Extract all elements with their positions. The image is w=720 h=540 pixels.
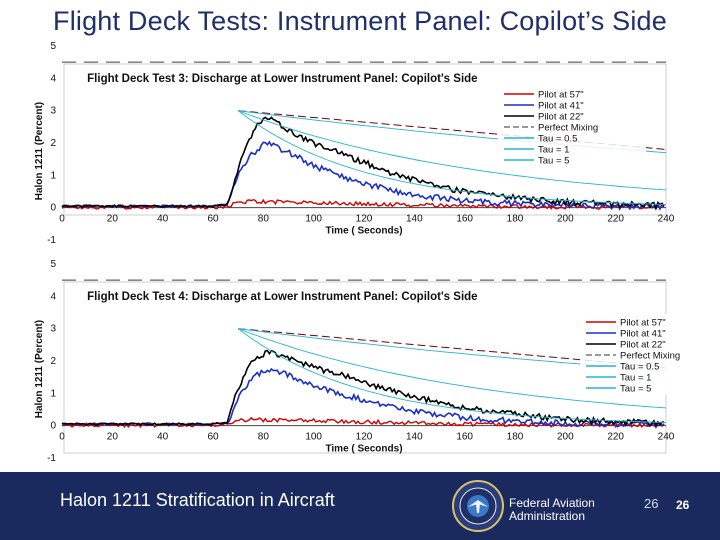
legend-label: Pilot at 22" bbox=[538, 111, 584, 123]
charts-svg bbox=[30, 40, 680, 472]
x-tick-label: 80 bbox=[257, 431, 269, 443]
y-axis-label: Halon 1211 (Percent) bbox=[34, 101, 45, 201]
y-tick-label: 4 bbox=[50, 291, 56, 303]
legend-label: Tau = 1 bbox=[620, 372, 652, 384]
x-tick-label: 140 bbox=[405, 431, 423, 443]
x-tick-label: 220 bbox=[607, 213, 625, 225]
y-tick-label: 1 bbox=[50, 170, 56, 182]
agency-name-line2: Administration bbox=[509, 509, 586, 523]
x-tick-label: 20 bbox=[106, 213, 118, 225]
x-tick-label: 0 bbox=[59, 213, 65, 225]
y-tick-label: 0 bbox=[50, 202, 56, 214]
x-tick-label: 120 bbox=[355, 213, 373, 225]
chart-title: Flight Deck Test 3: Discharge at Lower Instrument Panel: Copilot's Side bbox=[87, 73, 478, 85]
chart-title: Flight Deck Test 4: Discharge at Lower Instrument Panel: Copilot's Side bbox=[87, 291, 478, 303]
x-tick-label: 40 bbox=[157, 431, 169, 443]
page-number-b: 26 bbox=[676, 498, 690, 512]
page-number-a: 26 bbox=[644, 496, 659, 511]
y-tick-label: 3 bbox=[50, 105, 56, 117]
y-tick-label: 5 bbox=[50, 259, 56, 270]
x-tick-label: 20 bbox=[106, 431, 118, 443]
x-tick-label: 200 bbox=[556, 213, 574, 225]
y-axis-label: Halon 1211 (Percent) bbox=[34, 319, 45, 419]
x-tick-label: 40 bbox=[157, 213, 169, 225]
legend-label: Tau = 1 bbox=[538, 144, 570, 156]
faa-seal-icon bbox=[452, 480, 504, 532]
chart-panel-1 bbox=[34, 41, 675, 246]
page-title: Flight Deck Tests: Instrument Panel: Copilot’s Side bbox=[53, 6, 667, 36]
x-tick-label: 200 bbox=[556, 431, 574, 443]
footer-bar bbox=[0, 472, 720, 540]
x-tick-label: 120 bbox=[355, 431, 373, 443]
x-tick-label: 160 bbox=[456, 213, 474, 225]
y-tick-label: 0 bbox=[50, 420, 56, 432]
x-tick-label: 240 bbox=[657, 213, 675, 225]
x-axis-label: Time ( Seconds) bbox=[325, 443, 403, 455]
chart-legend bbox=[580, 314, 680, 395]
legend-label: Tau = 0.5 bbox=[620, 361, 660, 373]
x-tick-label: 160 bbox=[456, 431, 474, 443]
chart-panel-2 bbox=[34, 259, 680, 464]
x-tick-label: 180 bbox=[506, 213, 524, 225]
y-tick-label: 5 bbox=[50, 41, 56, 52]
y-tick-label: 3 bbox=[50, 323, 56, 335]
legend-label: Perfect Mixing bbox=[538, 122, 599, 134]
charts-area bbox=[30, 40, 680, 472]
x-tick-label: 60 bbox=[207, 431, 219, 443]
y-tick-label: 2 bbox=[50, 138, 56, 149]
x-tick-label: 140 bbox=[405, 213, 423, 225]
footer-caption: Halon 1211 Stratification in Aircraft bbox=[60, 490, 335, 510]
legend-label: Pilot at 57" bbox=[620, 317, 666, 329]
x-tick-label: 100 bbox=[305, 431, 323, 443]
x-tick-label: 180 bbox=[506, 431, 524, 443]
legend-label: Pilot at 22" bbox=[620, 339, 666, 351]
y-tick-label: 4 bbox=[50, 73, 56, 85]
legend-label: Pilot at 41" bbox=[620, 328, 666, 340]
y-tick-label: -1 bbox=[47, 235, 56, 246]
agency-name-line1: Federal Aviation bbox=[509, 496, 595, 510]
legend-label: Perfect Mixing bbox=[620, 350, 680, 362]
x-tick-label: 80 bbox=[257, 213, 269, 225]
x-tick-label: 60 bbox=[207, 213, 219, 225]
y-tick-label: -1 bbox=[47, 453, 56, 464]
x-tick-label: 240 bbox=[657, 431, 675, 443]
legend-label: Pilot at 57" bbox=[538, 89, 584, 101]
y-tick-label: 2 bbox=[50, 356, 56, 367]
x-tick-label: 100 bbox=[305, 213, 323, 225]
x-axis-label: Time ( Seconds) bbox=[325, 225, 403, 237]
legend-label: Tau = 5 bbox=[620, 383, 652, 395]
chart-legend bbox=[498, 86, 646, 167]
legend-label: Tau = 0.5 bbox=[538, 133, 578, 145]
x-tick-label: 0 bbox=[59, 431, 65, 443]
legend-label: Pilot at 41" bbox=[538, 100, 584, 112]
y-tick-label: 1 bbox=[50, 388, 56, 400]
x-tick-label: 220 bbox=[607, 431, 625, 443]
legend-label: Tau = 5 bbox=[538, 155, 570, 167]
